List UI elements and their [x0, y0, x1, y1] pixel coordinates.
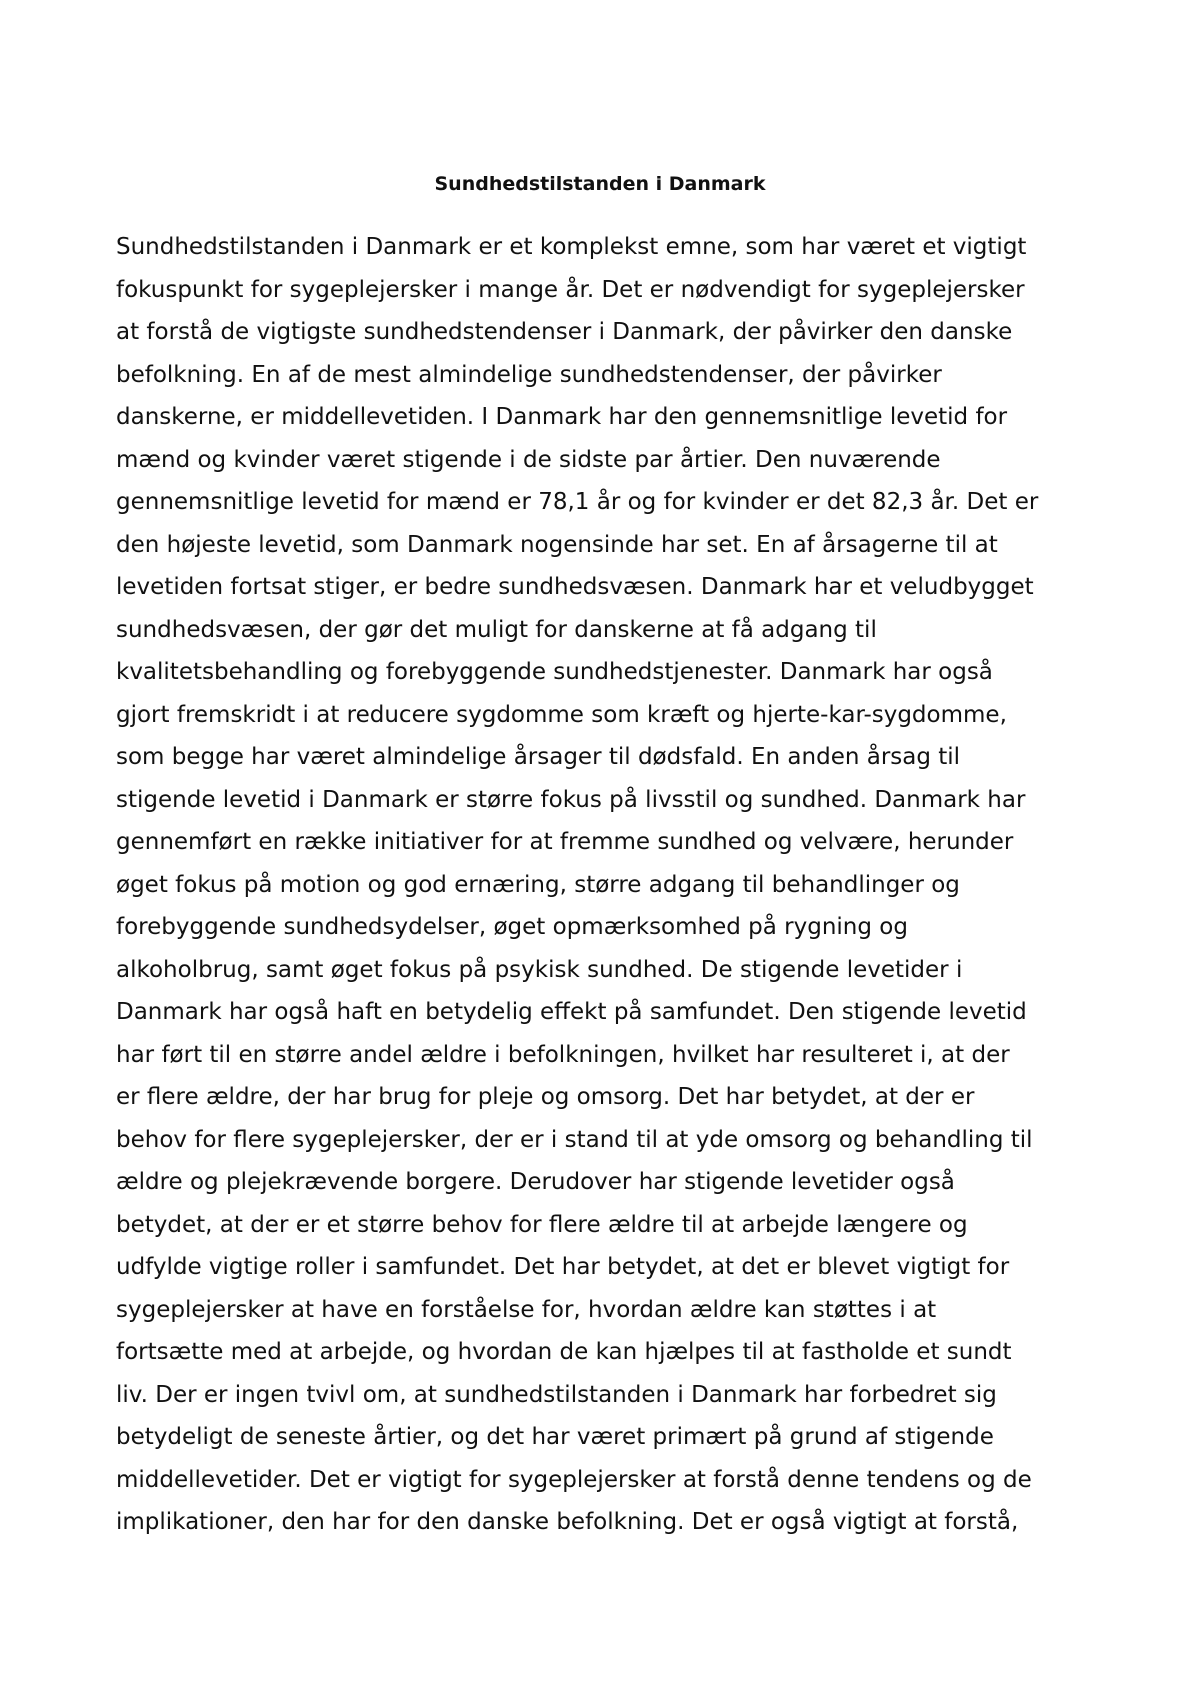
body-line: liv. Der er ingen tvivl om, at sundhedstilstanden i Danmark har forbedret sig: [116, 1381, 997, 1408]
body-line: er flere ældre, der har brug for pleje og omsorg. Det har betydet, at der er: [116, 1084, 975, 1110]
body-line: gennemsnitlige levetid for mænd er 78,1 år og for kvinder er det 82,3 år. Det er: [116, 489, 1039, 515]
body-line: gennemført en række initiativer for at fremme sundhed og velvære, herunder: [116, 829, 1014, 855]
body-line: levetiden fortsat stiger, er bedre sundhedsvæsen. Danmark har et veludbygget: [116, 574, 1034, 600]
body-line: øget fokus på motion og god ernæring, større adgang til behandlinger og: [116, 871, 960, 898]
body-line: Danmark har også haft en betydelig effekt på samfundet. Den stigende levetid: [116, 999, 1027, 1025]
body-line: sundhedsvæsen, der gør det muligt for danskerne at få adgang til: [116, 616, 877, 643]
body-line: kvalitetsbehandling og forebyggende sundhedstjenester. Danmark har også: [116, 659, 993, 685]
body-line: sygeplejersker at have en forståelse for, hvordan ældre kan støttes i at: [116, 1296, 937, 1323]
body-line: har ført til en større andel ældre i befolkningen, hvilket har resulteret i, at der: [116, 1041, 1010, 1068]
body-line: forebyggende sundhedsydelser, øget opmærksomhed på rygning og: [116, 914, 908, 940]
body-line: betydet, at der er et større behov for flere ældre til at arbejde længere og: [116, 1211, 968, 1238]
body-line: gjort fremskridt i at reducere sygdomme som kræft og hjerte-kar-sygdomme,: [116, 701, 1007, 728]
body-line: udfylde vigtige roller i samfundet. Det har betydet, at det er blevet vigtigt for: [116, 1254, 1010, 1280]
body-line: behov for flere sygeplejersker, der er i stand til at yde omsorg og behandling til: [116, 1126, 1033, 1153]
body-line: betydeligt de seneste årtier, og det har været primært på grund af stigende: [116, 1424, 994, 1450]
body-line: fokuspunkt for sygeplejersker i mange år. Det er nødvendigt for sygeplejersker: [116, 276, 1025, 303]
body-line: Sundhedstilstanden i Danmark er et komplekst emne, som har været et vigtigt: [116, 234, 1027, 260]
body-line: den højeste levetid, som Danmark nogensinde har set. En af årsagerne til at: [116, 531, 998, 558]
body-line: alkoholbrug, samt øget fokus på psykisk sundhed. De stigende levetider i: [116, 956, 963, 983]
body-line: fortsætte med at arbejde, og hvordan de kan hjælpes til at fastholde et sundt: [116, 1339, 1012, 1365]
body-line: at forstå de vigtigste sundhedstendenser i Danmark, der påvirker den danske: [116, 319, 1013, 345]
document-body: [116, 226, 1096, 1544]
body-line: stigende levetid i Danmark er større fokus på livsstil og sundhed. Danmark har: [116, 786, 1026, 813]
body-line: som begge har været almindelige årsager til dødsfald. En anden årsag til: [116, 744, 961, 770]
body-line: implikationer, den har for den danske befolkning. Det er også vigtigt at forstå,: [116, 1509, 1019, 1535]
body-line: danskerne, er middellevetiden. I Danmark har den gennemsnitlige levetid for: [116, 404, 1008, 430]
body-line: middellevetider. Det er vigtigt for sygeplejersker at forstå denne tendens og de: [116, 1466, 1032, 1493]
document-title: Sundhedstilstanden i Danmark: [434, 173, 766, 195]
body-line: befolkning. En af de mest almindelige sundhedstendenser, der påvirker: [116, 361, 942, 388]
body-line: ældre og plejekrævende borgere. Derudover har stigende levetider også: [116, 1169, 955, 1195]
body-line: mænd og kvinder været stigende i de sidste par årtier. Den nuværende: [116, 446, 941, 473]
